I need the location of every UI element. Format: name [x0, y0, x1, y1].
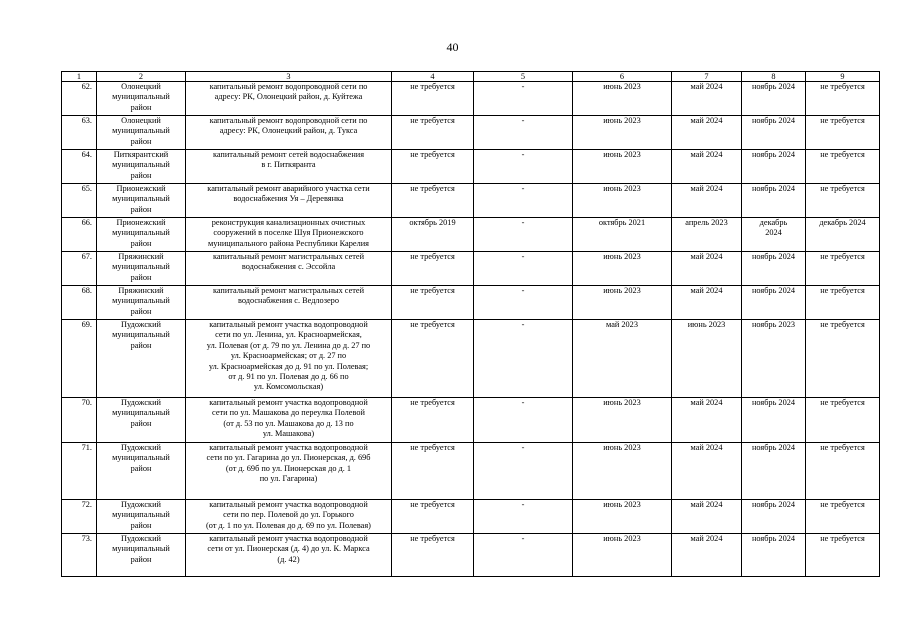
- design-cell: не требуется: [392, 398, 474, 443]
- design-cell: октябрь 2019: [392, 218, 474, 252]
- design-cell: не требуется: [392, 252, 474, 286]
- start-date-cell: июнь 2023: [573, 500, 672, 534]
- table-row: [62, 116, 880, 150]
- end-date-cell: май 2024: [672, 82, 742, 116]
- column-header: 9: [806, 72, 880, 82]
- commission-date-cell: декабрь 2024: [742, 218, 806, 252]
- row-number: 64.: [62, 150, 97, 184]
- work-description-cell: капитальный ремонт участка водопроводной сети по пер. Полевой до ул. Горького (от д. 1 по ул. Полевая до д. 69 по ул. Полевая): [186, 500, 392, 534]
- table-row: [62, 500, 880, 534]
- commission-date-cell: ноябрь 2024: [742, 500, 806, 534]
- district-cell: Пудожский муниципальный район: [97, 534, 186, 577]
- column-header: 3: [186, 72, 392, 82]
- end-date-cell: май 2024: [672, 150, 742, 184]
- district-cell: Пудожский муниципальный район: [97, 320, 186, 398]
- start-date-cell: июнь 2023: [573, 116, 672, 150]
- work-description-cell: капитальный ремонт водопроводной сети по адресу: РК, Олонецкий район, д. Тукса: [186, 116, 392, 150]
- district-cell: Пряжинский муниципальный район: [97, 252, 186, 286]
- row-number: 69.: [62, 320, 97, 398]
- design-cell: не требуется: [392, 286, 474, 320]
- table-row: [62, 82, 880, 116]
- design-cell: не требуется: [392, 534, 474, 577]
- expertise-cell: -: [474, 443, 573, 500]
- completion-cell: не требуется: [806, 500, 880, 534]
- work-description-cell: капитальный ремонт аварийного участка сети водоснабжения Уя – Деревянка: [186, 184, 392, 218]
- table-body: [62, 72, 880, 577]
- row-number: 71.: [62, 443, 97, 500]
- table-row: [62, 150, 880, 184]
- commission-date-cell: ноябрь 2024: [742, 534, 806, 577]
- completion-cell: не требуется: [806, 443, 880, 500]
- start-date-cell: июнь 2023: [573, 286, 672, 320]
- end-date-cell: май 2024: [672, 398, 742, 443]
- completion-cell: не требуется: [806, 82, 880, 116]
- expertise-cell: -: [474, 184, 573, 218]
- end-date-cell: май 2024: [672, 534, 742, 577]
- work-description-cell: капитальный ремонт участка водопроводной сети от ул. Пионерская (д. 4) до ул. К. Маркса (д. 42): [186, 534, 392, 577]
- expertise-cell: -: [474, 534, 573, 577]
- table-row: [62, 534, 880, 577]
- end-date-cell: май 2024: [672, 184, 742, 218]
- start-date-cell: июнь 2023: [573, 252, 672, 286]
- commission-date-cell: ноябрь 2024: [742, 398, 806, 443]
- expertise-cell: -: [474, 82, 573, 116]
- column-header: 2: [97, 72, 186, 82]
- start-date-cell: октябрь 2021: [573, 218, 672, 252]
- district-cell: Пряжинский муниципальный район: [97, 286, 186, 320]
- work-description-cell: капитальный ремонт водопроводной сети по адресу: РК, Олонецкий район, д. Куйтежа: [186, 82, 392, 116]
- district-cell: Пудожский муниципальный район: [97, 398, 186, 443]
- row-number: 72.: [62, 500, 97, 534]
- expertise-cell: -: [474, 252, 573, 286]
- start-date-cell: июнь 2023: [573, 184, 672, 218]
- commission-date-cell: ноябрь 2024: [742, 443, 806, 500]
- end-date-cell: май 2024: [672, 443, 742, 500]
- completion-cell: не требуется: [806, 534, 880, 577]
- commission-date-cell: ноябрь 2024: [742, 82, 806, 116]
- design-cell: не требуется: [392, 150, 474, 184]
- column-header: 5: [474, 72, 573, 82]
- expertise-cell: -: [474, 320, 573, 398]
- end-date-cell: июнь 2023: [672, 320, 742, 398]
- completion-cell: не требуется: [806, 398, 880, 443]
- row-number: 68.: [62, 286, 97, 320]
- end-date-cell: май 2024: [672, 116, 742, 150]
- start-date-cell: июнь 2023: [573, 443, 672, 500]
- start-date-cell: май 2023: [573, 320, 672, 398]
- column-header: 7: [672, 72, 742, 82]
- work-description-cell: реконструкция канализационных очистных сооружений в поселке Шуя Прионежского муниципального района Республики Карелия: [186, 218, 392, 252]
- end-date-cell: апрель 2023: [672, 218, 742, 252]
- table-row: [62, 184, 880, 218]
- row-number: 65.: [62, 184, 97, 218]
- row-number: 63.: [62, 116, 97, 150]
- schedule-table: [61, 71, 880, 577]
- row-number: 66.: [62, 218, 97, 252]
- work-description-cell: капитальный ремонт участка водопроводной сети по ул. Гагарина до ул. Пионерская, д. 69б (от д. 69б по ул. Пионерская до д. 1 по ул. Гагарина): [186, 443, 392, 500]
- column-header: 4: [392, 72, 474, 82]
- expertise-cell: -: [474, 218, 573, 252]
- completion-cell: не требуется: [806, 184, 880, 218]
- district-cell: Прионежский муниципальный район: [97, 184, 186, 218]
- design-cell: не требуется: [392, 116, 474, 150]
- commission-date-cell: ноябрь 2024: [742, 116, 806, 150]
- page-number: 40: [446, 40, 459, 54]
- district-cell: Пудожский муниципальный район: [97, 443, 186, 500]
- work-description-cell: капитальный ремонт сетей водоснабжения в г. Питкяранта: [186, 150, 392, 184]
- commission-date-cell: ноябрь 2024: [742, 184, 806, 218]
- expertise-cell: -: [474, 286, 573, 320]
- end-date-cell: май 2024: [672, 286, 742, 320]
- completion-cell: декабрь 2024: [806, 218, 880, 252]
- column-header: 8: [742, 72, 806, 82]
- expertise-cell: -: [474, 500, 573, 534]
- expertise-cell: -: [474, 150, 573, 184]
- table-row: [62, 320, 880, 398]
- commission-date-cell: ноябрь 2024: [742, 286, 806, 320]
- completion-cell: не требуется: [806, 116, 880, 150]
- start-date-cell: июнь 2023: [573, 82, 672, 116]
- design-cell: не требуется: [392, 320, 474, 398]
- column-header: 6: [573, 72, 672, 82]
- table-row: [62, 398, 880, 443]
- row-number: 70.: [62, 398, 97, 443]
- commission-date-cell: ноябрь 2024: [742, 252, 806, 286]
- design-cell: не требуется: [392, 500, 474, 534]
- district-cell: Питкярантский муниципальный район: [97, 150, 186, 184]
- work-description-cell: капитальный ремонт участка водопроводной сети по ул. Машакова до переулка Полевой (от д. 53 по ул. Машакова до д. 13 по ул. Машакова): [186, 398, 392, 443]
- row-number: 67.: [62, 252, 97, 286]
- work-description-cell: капитальный ремонт магистральных сетей водоснабжения с. Ведлозеро: [186, 286, 392, 320]
- start-date-cell: июнь 2023: [573, 150, 672, 184]
- expertise-cell: -: [474, 398, 573, 443]
- column-header: 1: [62, 72, 97, 82]
- work-description-cell: капитальный ремонт участка водопроводной сети по ул. Ленина, ул. Красноармейская, ул. Полевая (от д. 79 по ул. Ленина до д. 27 по ул. Красноармейская; от д. 27 по ул. Красноармейская до д. 91 по ул. Полевая; от д. 91 по ул. Полевая до д. 66 по ул. Комсомольская): [186, 320, 392, 398]
- work-description-cell: капитальный ремонт магистральных сетей водоснабжения с. Эссойла: [186, 252, 392, 286]
- district-cell: Прионежский муниципальный район: [97, 218, 186, 252]
- completion-cell: не требуется: [806, 286, 880, 320]
- table-header-row: [62, 72, 880, 82]
- row-number: 62.: [62, 82, 97, 116]
- completion-cell: не требуется: [806, 252, 880, 286]
- expertise-cell: -: [474, 116, 573, 150]
- district-cell: Олонецкий муниципальный район: [97, 82, 186, 116]
- commission-date-cell: ноябрь 2024: [742, 150, 806, 184]
- start-date-cell: июнь 2023: [573, 398, 672, 443]
- design-cell: не требуется: [392, 184, 474, 218]
- table-row: [62, 443, 880, 500]
- design-cell: не требуется: [392, 443, 474, 500]
- row-number: 73.: [62, 534, 97, 577]
- completion-cell: не требуется: [806, 320, 880, 398]
- table-row: [62, 286, 880, 320]
- start-date-cell: июнь 2023: [573, 534, 672, 577]
- end-date-cell: май 2024: [672, 252, 742, 286]
- design-cell: не требуется: [392, 82, 474, 116]
- completion-cell: не требуется: [806, 150, 880, 184]
- table-row: [62, 252, 880, 286]
- table-row: [62, 218, 880, 252]
- commission-date-cell: ноябрь 2023: [742, 320, 806, 398]
- district-cell: Пудожский муниципальный район: [97, 500, 186, 534]
- district-cell: Олонецкий муниципальный район: [97, 116, 186, 150]
- end-date-cell: май 2024: [672, 500, 742, 534]
